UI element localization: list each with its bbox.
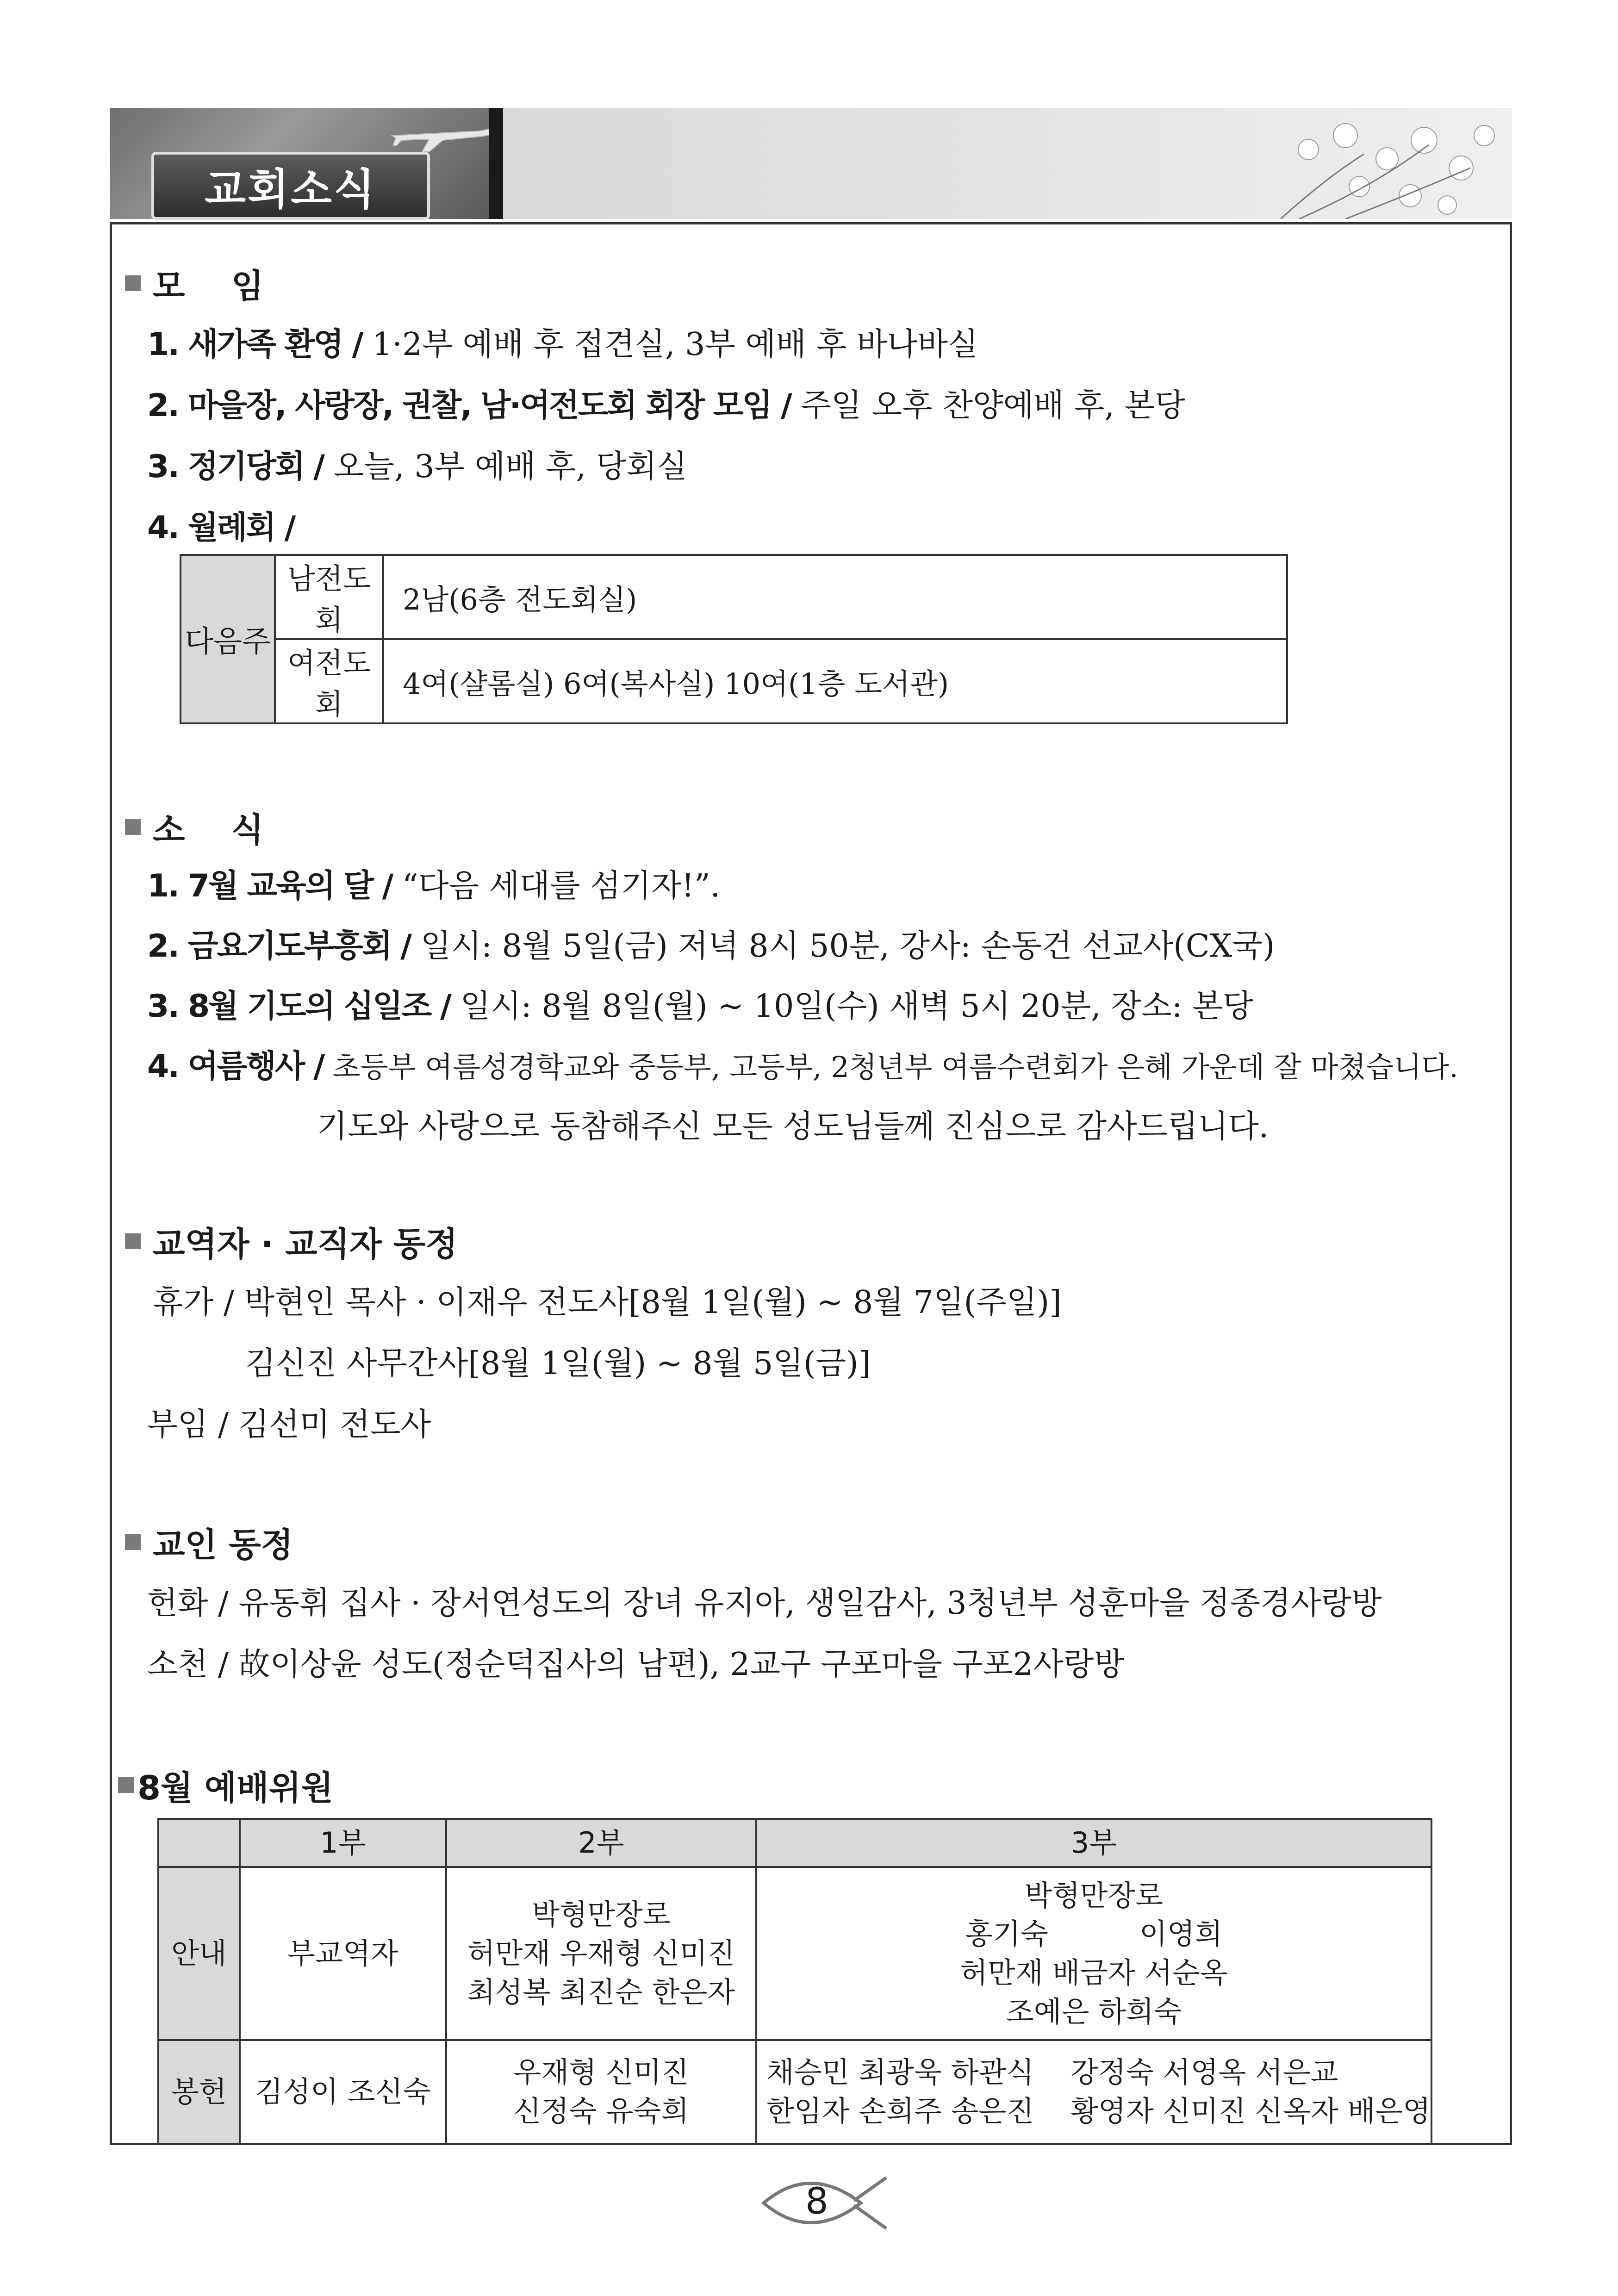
- square-bullet-icon: [125, 1233, 141, 1249]
- staff-line: 부임 / 김선미 전도사: [147, 1406, 431, 1443]
- section-title-box: [151, 152, 430, 220]
- square-bullet-icon: [125, 275, 141, 291]
- table-row: [158, 1867, 1431, 2040]
- cell: 채승민 최광욱 하관식 강정숙 서영옥 서은교 한임자 손희주 송은진 황영자 신미진 신옥자 배은영: [756, 2040, 1431, 2144]
- square-bullet-icon: [125, 819, 141, 835]
- cell: 박형만장로 홍기숙 이영희 허만재 배금자 서순옥 조예은 하희숙: [756, 1867, 1431, 2040]
- meeting-item: 2. 마을장, 사랑장, 권찰, 남·여전도회 회장 모임 / 주일 오후 찬양예배 후, 본당: [147, 387, 1185, 424]
- news-item: 2. 금요기도부흥회 / 일시: 8월 5일(금) 저녁 8시 50분, 강사: 손동건 선교사(CX국): [147, 928, 1275, 964]
- staff-line: 김신진 사무간사[8월 1일(월) ~ 8월 5일(금)]: [245, 1345, 871, 1382]
- role-cell: 안내: [158, 1867, 240, 2040]
- news-continuation: 기도와 사랑으로 동참해주신 모든 성도님들께 진심으로 감사드립니다.: [317, 1108, 1269, 1145]
- news-item: 1. 7월 교육의 달 / “다음 세대를 섬기자!”.: [147, 868, 721, 904]
- worship-table: [157, 1818, 1432, 2145]
- cell: 우재형 신미진 신정숙 유숙희: [446, 2040, 756, 2144]
- detail-cell: 2남(6층 전도회실): [383, 555, 1287, 639]
- square-bullet-icon: [118, 1777, 134, 1793]
- worship-heading: 8월 예배위원: [118, 1761, 333, 1809]
- banner-photo: [110, 108, 489, 219]
- monthly-meeting-table: [180, 554, 1288, 724]
- flower-decoration-icon: [1253, 108, 1512, 219]
- banner-divider: [489, 108, 503, 219]
- news-item: 3. 8월 기도의 십일조 / 일시: 8월 8일(월) ~ 10일(수) 새벽 5시 20분, 장소: 본당: [147, 988, 1253, 1025]
- members-heading: 교인 동정: [125, 1518, 293, 1566]
- org-cell: 여전도회: [275, 639, 383, 723]
- header-cell: [158, 1819, 240, 1867]
- news-heading: 소 식: [125, 803, 263, 851]
- page-number: 8: [805, 2181, 828, 2222]
- section-title: 교회소식: [205, 164, 377, 214]
- table-row: [180, 555, 1287, 639]
- header-cell: 1부: [240, 1819, 446, 1867]
- table-row: [180, 639, 1287, 723]
- table-header-row: [158, 1819, 1431, 1867]
- group-label: 다음주: [180, 555, 275, 723]
- header-cell: 2부: [446, 1819, 756, 1867]
- table-row: [158, 2040, 1431, 2144]
- header-cell: 3부: [756, 1819, 1431, 1867]
- meeting-heading: 모 임: [125, 259, 263, 307]
- news-item: 4. 여름행사 / 초등부 여름성경학교와 중등부, 고등부, 2청년부 여름수련회가 은혜 가운데 잘 마쳤습니다.: [147, 1048, 1458, 1085]
- cell: 부교역자: [240, 1867, 446, 2040]
- square-bullet-icon: [125, 1534, 141, 1550]
- meeting-item: 3. 정기당회 / 오늘, 3부 예배 후, 당회실: [147, 448, 687, 485]
- cell: 김성이 조신숙: [240, 2040, 446, 2144]
- cell: 박형만장로 허만재 우재형 신미진 최성복 최진순 한은자: [446, 1867, 756, 2040]
- members-line: 헌화 / 유동휘 집사 · 장서연성도의 장녀 유지아, 생일감사, 3청년부 성훈마을 정종경사랑방: [147, 1585, 1382, 1622]
- role-cell: 봉헌: [158, 2040, 240, 2144]
- meeting-item: 1. 새가족 환영 / 1·2부 예배 후 접견실, 3부 예배 후 바나바실: [147, 326, 978, 363]
- staff-line: 휴가 / 박현인 목사 · 이재우 전도사[8월 1일(월) ~ 8월 7일(주일)]: [153, 1284, 1062, 1321]
- detail-cell: 4여(샬롬실) 6여(복사실) 10여(1층 도서관): [383, 639, 1287, 723]
- banner-decoration: [503, 108, 1512, 219]
- members-line: 소천 / 故이상윤 성도(정순덕집사의 남편), 2교구 구포마을 구포2사랑방: [147, 1646, 1125, 1683]
- staff-heading: 교역자 · 교직자 동정: [125, 1217, 458, 1265]
- header-banner: [110, 108, 1512, 219]
- org-cell: 남전도회: [275, 555, 383, 639]
- meeting-item: 4. 월례회 /: [147, 510, 295, 546]
